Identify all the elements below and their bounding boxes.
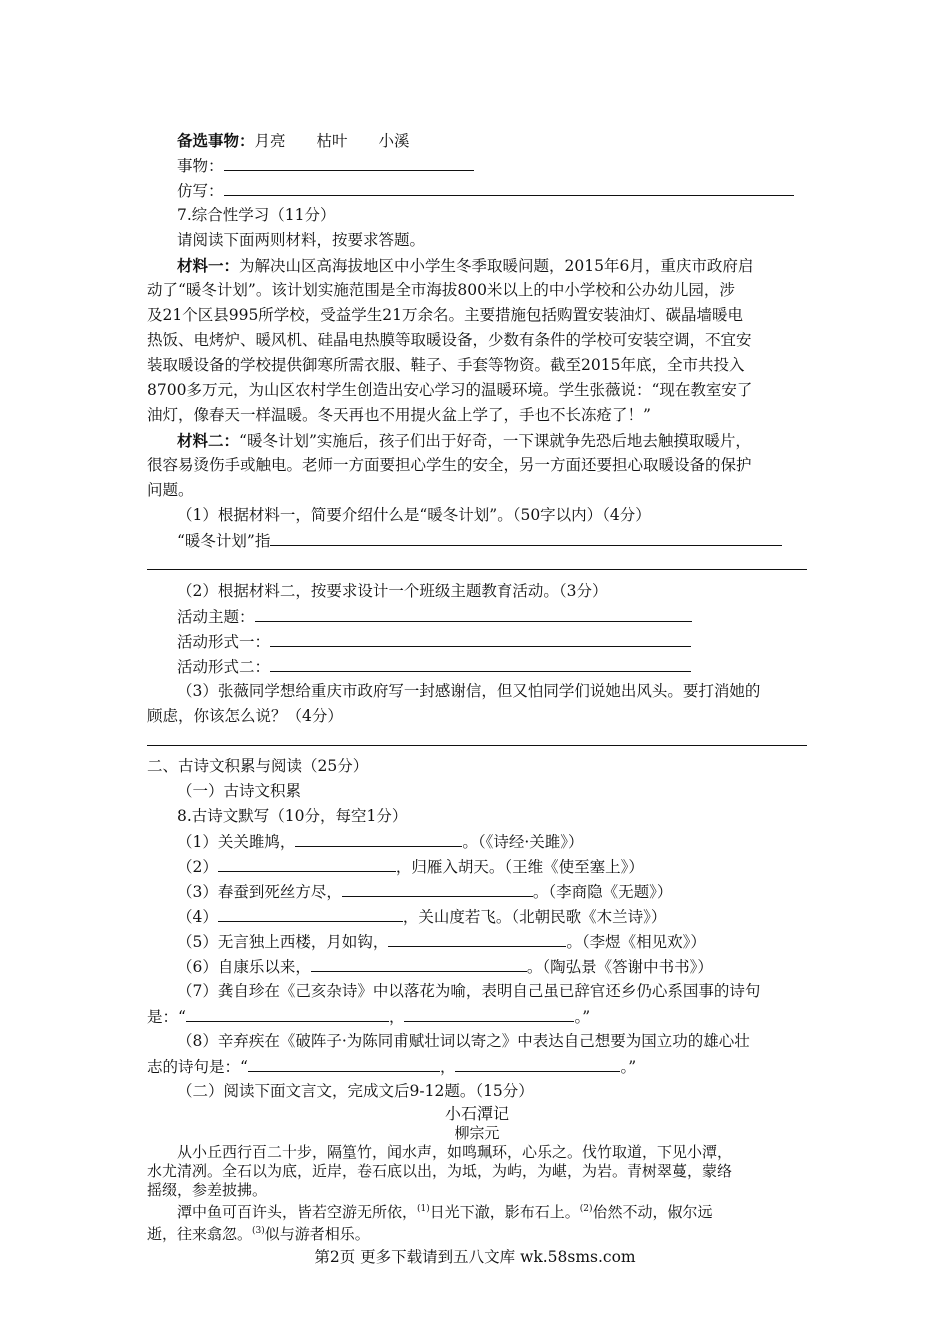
recitation-blank[interactable] (455, 1054, 620, 1072)
activity-form-one-label: 活动形式一： (177, 633, 271, 651)
material-two-text: “暖冬计划”实施后，孩子们出于好奇，一下课就争先恐后地去触摸取暖片， (239, 432, 751, 450)
recitation-item-7: （7）龚自珍在《己亥杂诗》中以落花为喻，表明自己虽已辞官还乡仍心系国事的诗句 (177, 982, 761, 1000)
material-one-line: 装取暖设备的学校提供御寒所需衣服、鞋子、手套等物资。截至2015年底，全市共投入 (147, 356, 745, 374)
q8-heading: 8.古诗文默写（10分，每空1分） (177, 807, 408, 825)
recitation-blank[interactable] (311, 954, 527, 972)
item-text: （6）自康乐以来， (177, 958, 311, 976)
activity-form-two-line (147, 654, 807, 679)
recitation-blank[interactable] (218, 904, 403, 922)
recitation-item-6 (147, 954, 807, 979)
passage-line: 摇缀，参差披拂。 (147, 1181, 268, 1199)
passage-title: 小石潭记 (444, 1104, 509, 1123)
candidate-things-line (147, 128, 807, 153)
material-two (147, 428, 807, 503)
recitation-blank[interactable] (388, 929, 566, 947)
item-source: 。（《诗经·关雎》） (462, 833, 584, 851)
passage-paragraph-2 (147, 1200, 807, 1244)
q7-sub1-answer-line (147, 528, 807, 553)
material-one-line: 热饭、电烤炉、暖风机、硅晶电热膜等取暖设备，少数有条件的学校可安装空调，不宜安 (147, 331, 752, 349)
material-one-text: 为解决山区高海拔地区中小学生冬季取暖问题，2015年6月，重庆市政府启 (239, 257, 754, 275)
passage-line: 水尤清冽。全石以为底，近岸，卷石底以出，为坻，为屿，为嵁，为岩。青树翠蔓，蒙络 (147, 1162, 733, 1180)
page-content (147, 128, 807, 1244)
q7-sub1-prompt: （1）根据材料一，简要介绍什么是“暖冬计划”。（50字以内）（4分） (177, 506, 651, 524)
item-source: ，关山度若飞。（北朝民歌《木兰诗》） (402, 908, 667, 926)
passage-text: 佁然不动，俶尔远 (592, 1203, 713, 1221)
item-text: （4） (177, 908, 218, 926)
recitation-item-1 (147, 829, 807, 854)
item-text: 。” (620, 1058, 637, 1076)
item-text: （3）春蚕到死丝方尽， (177, 883, 342, 901)
recitation-blank[interactable] (295, 829, 462, 847)
candidates-label: 备选事物： (177, 131, 255, 150)
recitation-item-7-cont (147, 1004, 807, 1029)
item-source: 。（陶弘景《答谢中书书》） (526, 958, 713, 976)
item-source: ，归雁入胡天。（王维《使至塞上》） (395, 858, 644, 876)
imitate-label: 仿写： (177, 182, 224, 200)
thing-answer-line (147, 153, 807, 178)
sub1-answer-rule[interactable] (147, 553, 807, 570)
item-text: 是：“ (147, 1008, 186, 1026)
activity-form-two-blank[interactable] (270, 654, 691, 672)
passage-line (147, 1222, 807, 1244)
activity-form-one-line (147, 629, 807, 654)
recitation-blank[interactable] (218, 854, 396, 872)
q7-instruction: 请阅读下面两则材料，按要求答题。 (177, 231, 426, 249)
activity-theme-label: 活动主题： (177, 608, 255, 626)
item-source: 。（李商隐《无题》） (532, 883, 673, 901)
passage-text: 日光下澈，影布石上。 (429, 1203, 580, 1221)
recitation-item-2 (147, 854, 807, 879)
passage-author: 柳宗元 (454, 1124, 500, 1142)
recitation-item-3 (147, 879, 807, 904)
imitate-answer-line (147, 178, 807, 203)
sentence-marker: (3) (252, 1226, 265, 1236)
sub1-blank[interactable] (270, 528, 782, 546)
item-text: （2） (177, 858, 218, 876)
sentence-marker: (2) (579, 1204, 593, 1214)
material-one-line: 油灯，像春天一样温暖。冬天再也不用提火盆上学了，手也不长冻疮了！” (147, 406, 651, 424)
item-text: ， (439, 1058, 456, 1076)
recitation-blank[interactable] (404, 1004, 574, 1022)
material-one-label: 材料一： (177, 256, 240, 275)
material-two-line (147, 428, 807, 453)
passage-line: 从小丘西行百二十步，隔篁竹，闻水声，如鸣珮环，心乐之。伐竹取道，下见小潭， (177, 1143, 733, 1161)
recitation-blank[interactable] (342, 879, 533, 897)
material-one-line: 动了“暖冬计划”。该计划实施范围是全市海拔800米以上的中小学校和公办幼儿园，涉 (147, 281, 735, 299)
material-one-line (147, 253, 807, 278)
item-text: （1）关关雎鸠， (177, 833, 296, 851)
item-text: 志的诗句是：“ (147, 1058, 248, 1076)
material-one (147, 253, 807, 428)
q7-sub3-prompt-cont: 顾虑，你该怎么说？（4分） (147, 707, 343, 725)
q7-heading: 7.综合性学习（11分） (177, 206, 336, 224)
item-text: 。” (574, 1008, 591, 1026)
item-text: ， (388, 1008, 405, 1026)
recitation-item-5 (147, 929, 807, 954)
material-two-label: 材料二： (177, 431, 240, 450)
passage-text: 逝，往来翕忽。 (147, 1225, 253, 1243)
imitate-blank[interactable] (224, 178, 794, 196)
activity-theme-blank[interactable] (255, 604, 692, 622)
thing-label: 事物： (177, 157, 224, 175)
page-footer: 第2页 更多下载请到五八文库 wk.58sms.com (314, 1248, 636, 1266)
material-one-line: 8700多万元，为山区农村学生创造出安心学习的温暖环境。学生张薇说：“现在教室安了 (147, 381, 753, 399)
recitation-item-8: （8）辛弃疾在《破阵子·为陈同甫赋壮词以寄之》中表达自己想要为国立功的雄心壮 (177, 1032, 750, 1050)
item-source: 。（李煜《相见欢》） (566, 933, 706, 951)
passage-text: 潭中鱼可百许头，皆若空游无所依， (177, 1203, 418, 1221)
recitation-blank[interactable] (248, 1054, 440, 1072)
part-one-heading: （一）古诗文积累 (177, 782, 302, 800)
sentence-marker: (1) (417, 1204, 430, 1214)
candidates-text: 月亮 枯叶 小溪 (254, 132, 410, 150)
sub3-answer-rule[interactable] (147, 729, 807, 746)
q7-sub2-prompt: （2）根据材料二，按要求设计一个班级主题教育活动。（3分） (177, 582, 608, 600)
passage-paragraph-1 (147, 1143, 807, 1200)
section-two-heading: 二、古诗文积累与阅读（25分） (147, 757, 369, 775)
q7-sub3-prompt: （3）张薇同学想给重庆市政府写一封感谢信，但又怕同学们说她出风头。要打消她的 (177, 682, 761, 700)
part-two-heading: （二）阅读下面文言文，完成文后9-12题。（15分） (177, 1082, 534, 1100)
passage-line (147, 1200, 807, 1222)
material-two-line: 很容易烫伤手或触电。老师一方面要担心学生的安全，另一方面还要担心取暖设备的保护 (147, 456, 752, 474)
material-two-line: 问题。 (147, 481, 194, 499)
activity-form-one-blank[interactable] (270, 629, 691, 647)
recitation-item-4 (147, 904, 807, 929)
item-text: （5）无言独上西楼，月如钩， (177, 933, 389, 951)
recitation-blank[interactable] (186, 1004, 389, 1022)
passage-text: 似与游者相乐。 (264, 1225, 370, 1243)
activity-form-two-label: 活动形式二： (177, 658, 271, 676)
material-one-line: 及21个区县995所学校，受益学生21万余名。主要措施包括购置安装油灯、碳晶墙暖电 (147, 306, 744, 324)
thing-blank[interactable] (224, 153, 474, 171)
activity-theme-line (147, 604, 807, 629)
recitation-item-8-cont (147, 1054, 807, 1079)
sub1-prefix: “暖冬计划”指 (177, 532, 271, 550)
